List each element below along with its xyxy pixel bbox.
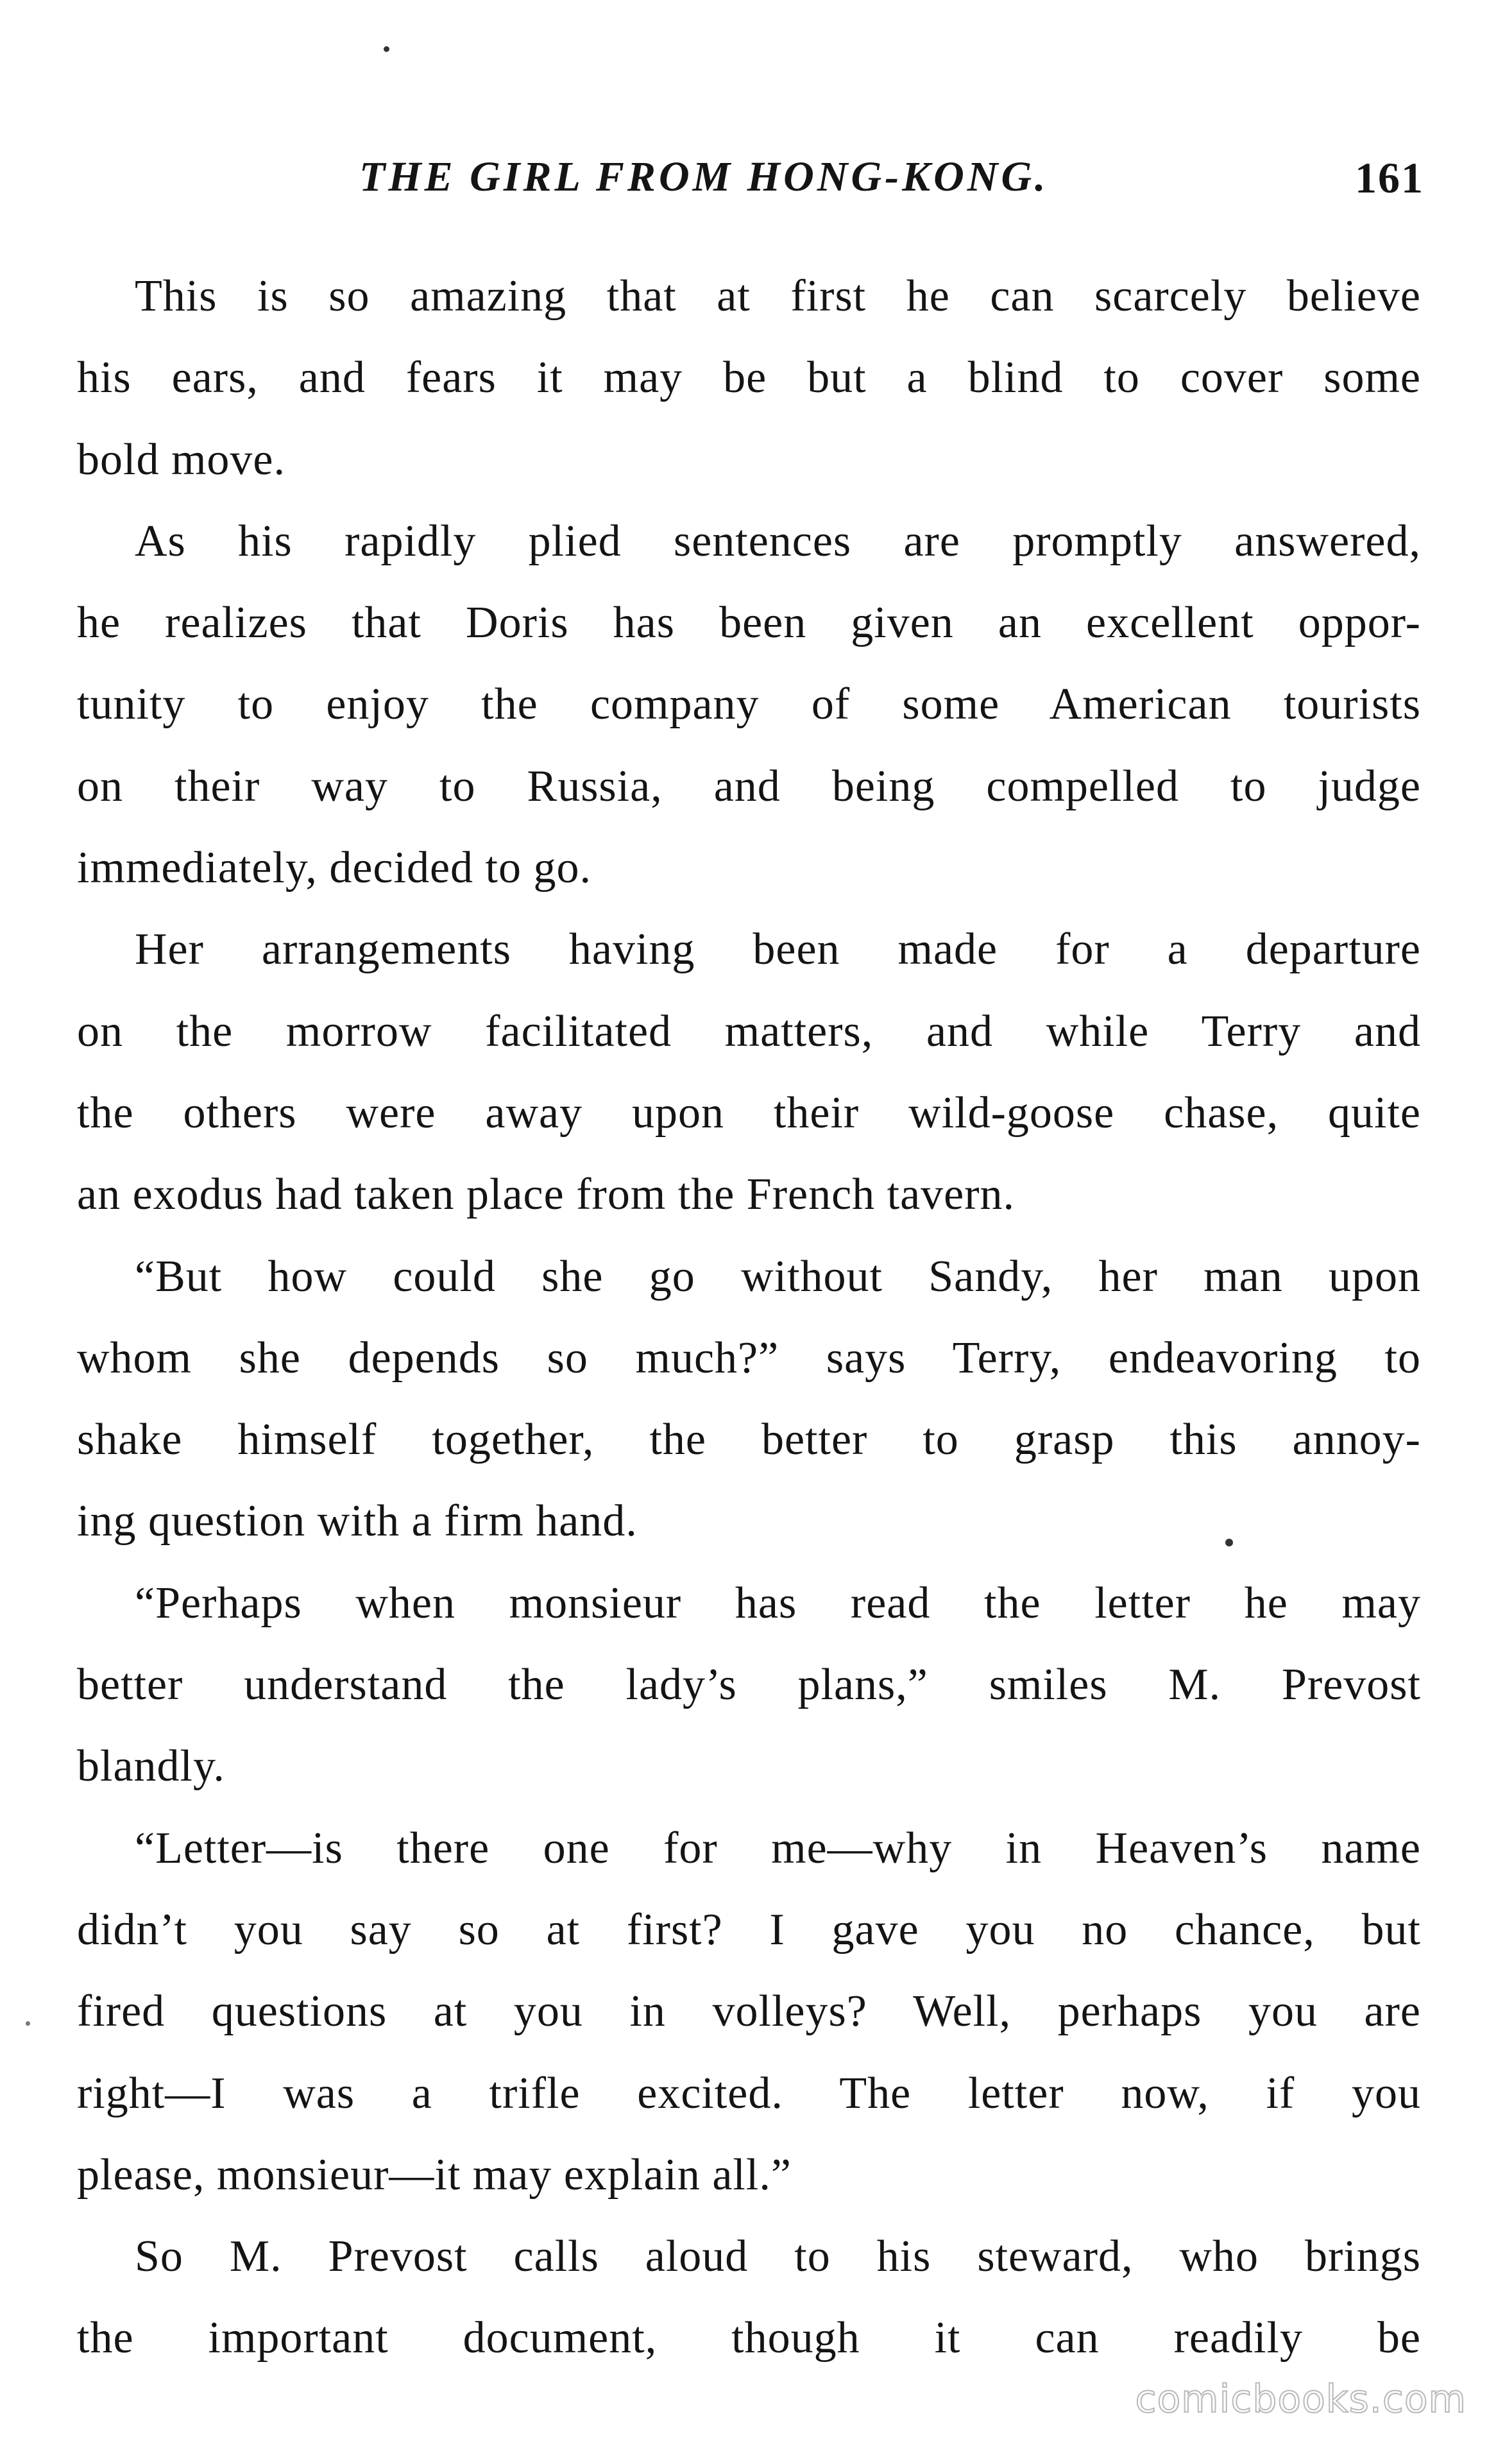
print-speck — [384, 46, 389, 52]
watermark-logo: comicbooks.com — [1135, 2377, 1467, 2422]
text-line: bold move. — [77, 434, 285, 484]
body-text — [77, 255, 1421, 2379]
text-line: better understand the lady’s plans,” smiles M. Prevost — [77, 1660, 1421, 1710]
text-line: This is so amazing that at first he can scarcely believe — [135, 271, 1421, 321]
text-line: tunity to enjoy the company of some American tourists — [77, 680, 1421, 730]
text-line: on their way to Russia, and being compelled to judge — [77, 761, 1421, 811]
text-line: ing question with a firm hand. — [77, 1496, 638, 1546]
text-line: an exodus had taken place from the French tavern. — [77, 1170, 1016, 1220]
text-line: he realizes that Doris has been given an excellent oppor- — [77, 598, 1421, 648]
text-line: blandly. — [77, 1741, 225, 1792]
print-speck — [1225, 1539, 1233, 1546]
print-speck — [26, 2021, 30, 2026]
text-line: immediately, decided to go. — [77, 843, 591, 893]
text-line: please, monsieur—it may explain all.” — [77, 2150, 792, 2200]
text-line: “But how could she go without Sandy, her man upon — [135, 1251, 1421, 1301]
text-line: “Letter—is there one for me—why in Heaven’s name — [135, 1823, 1421, 1873]
text-line: Her arrangements having been made for a departure — [135, 925, 1421, 975]
text-line: right—I was a trifle excited. The letter now, if you — [77, 2068, 1421, 2118]
text-line: As his rapidly plied sentences are promptly answered, — [135, 516, 1421, 566]
text-line: his ears, and fears it may be but a blind to cover some — [77, 353, 1421, 403]
text-line: didn’t you say so at first? I gave you no chance, but — [77, 1904, 1421, 1955]
text-line: “Perhaps when monsieur has read the letter he may — [135, 1578, 1421, 1628]
text-line: whom she depends so much?” says Terry, endeavoring to — [77, 1333, 1421, 1383]
text-line: the others were away upon their wild-goose chase, quite — [77, 1088, 1421, 1138]
text-line: on the morrow facilitated matters, and while Terry and — [77, 1006, 1421, 1056]
text-line: the important document, though it can readily be — [77, 2313, 1421, 2363]
text-line: shake himself together, the better to grasp this annoy- — [77, 1415, 1421, 1465]
running-title: THE GIRL FROM HONG-KONG. — [359, 153, 1049, 200]
page-number: 161 — [1355, 153, 1424, 202]
text-line: So M. Prevost calls aloud to his steward, who brings — [135, 2232, 1421, 2282]
page-header — [359, 153, 1424, 210]
text-line: fired questions at you in volleys? Well, perhaps you are — [77, 1987, 1421, 2037]
